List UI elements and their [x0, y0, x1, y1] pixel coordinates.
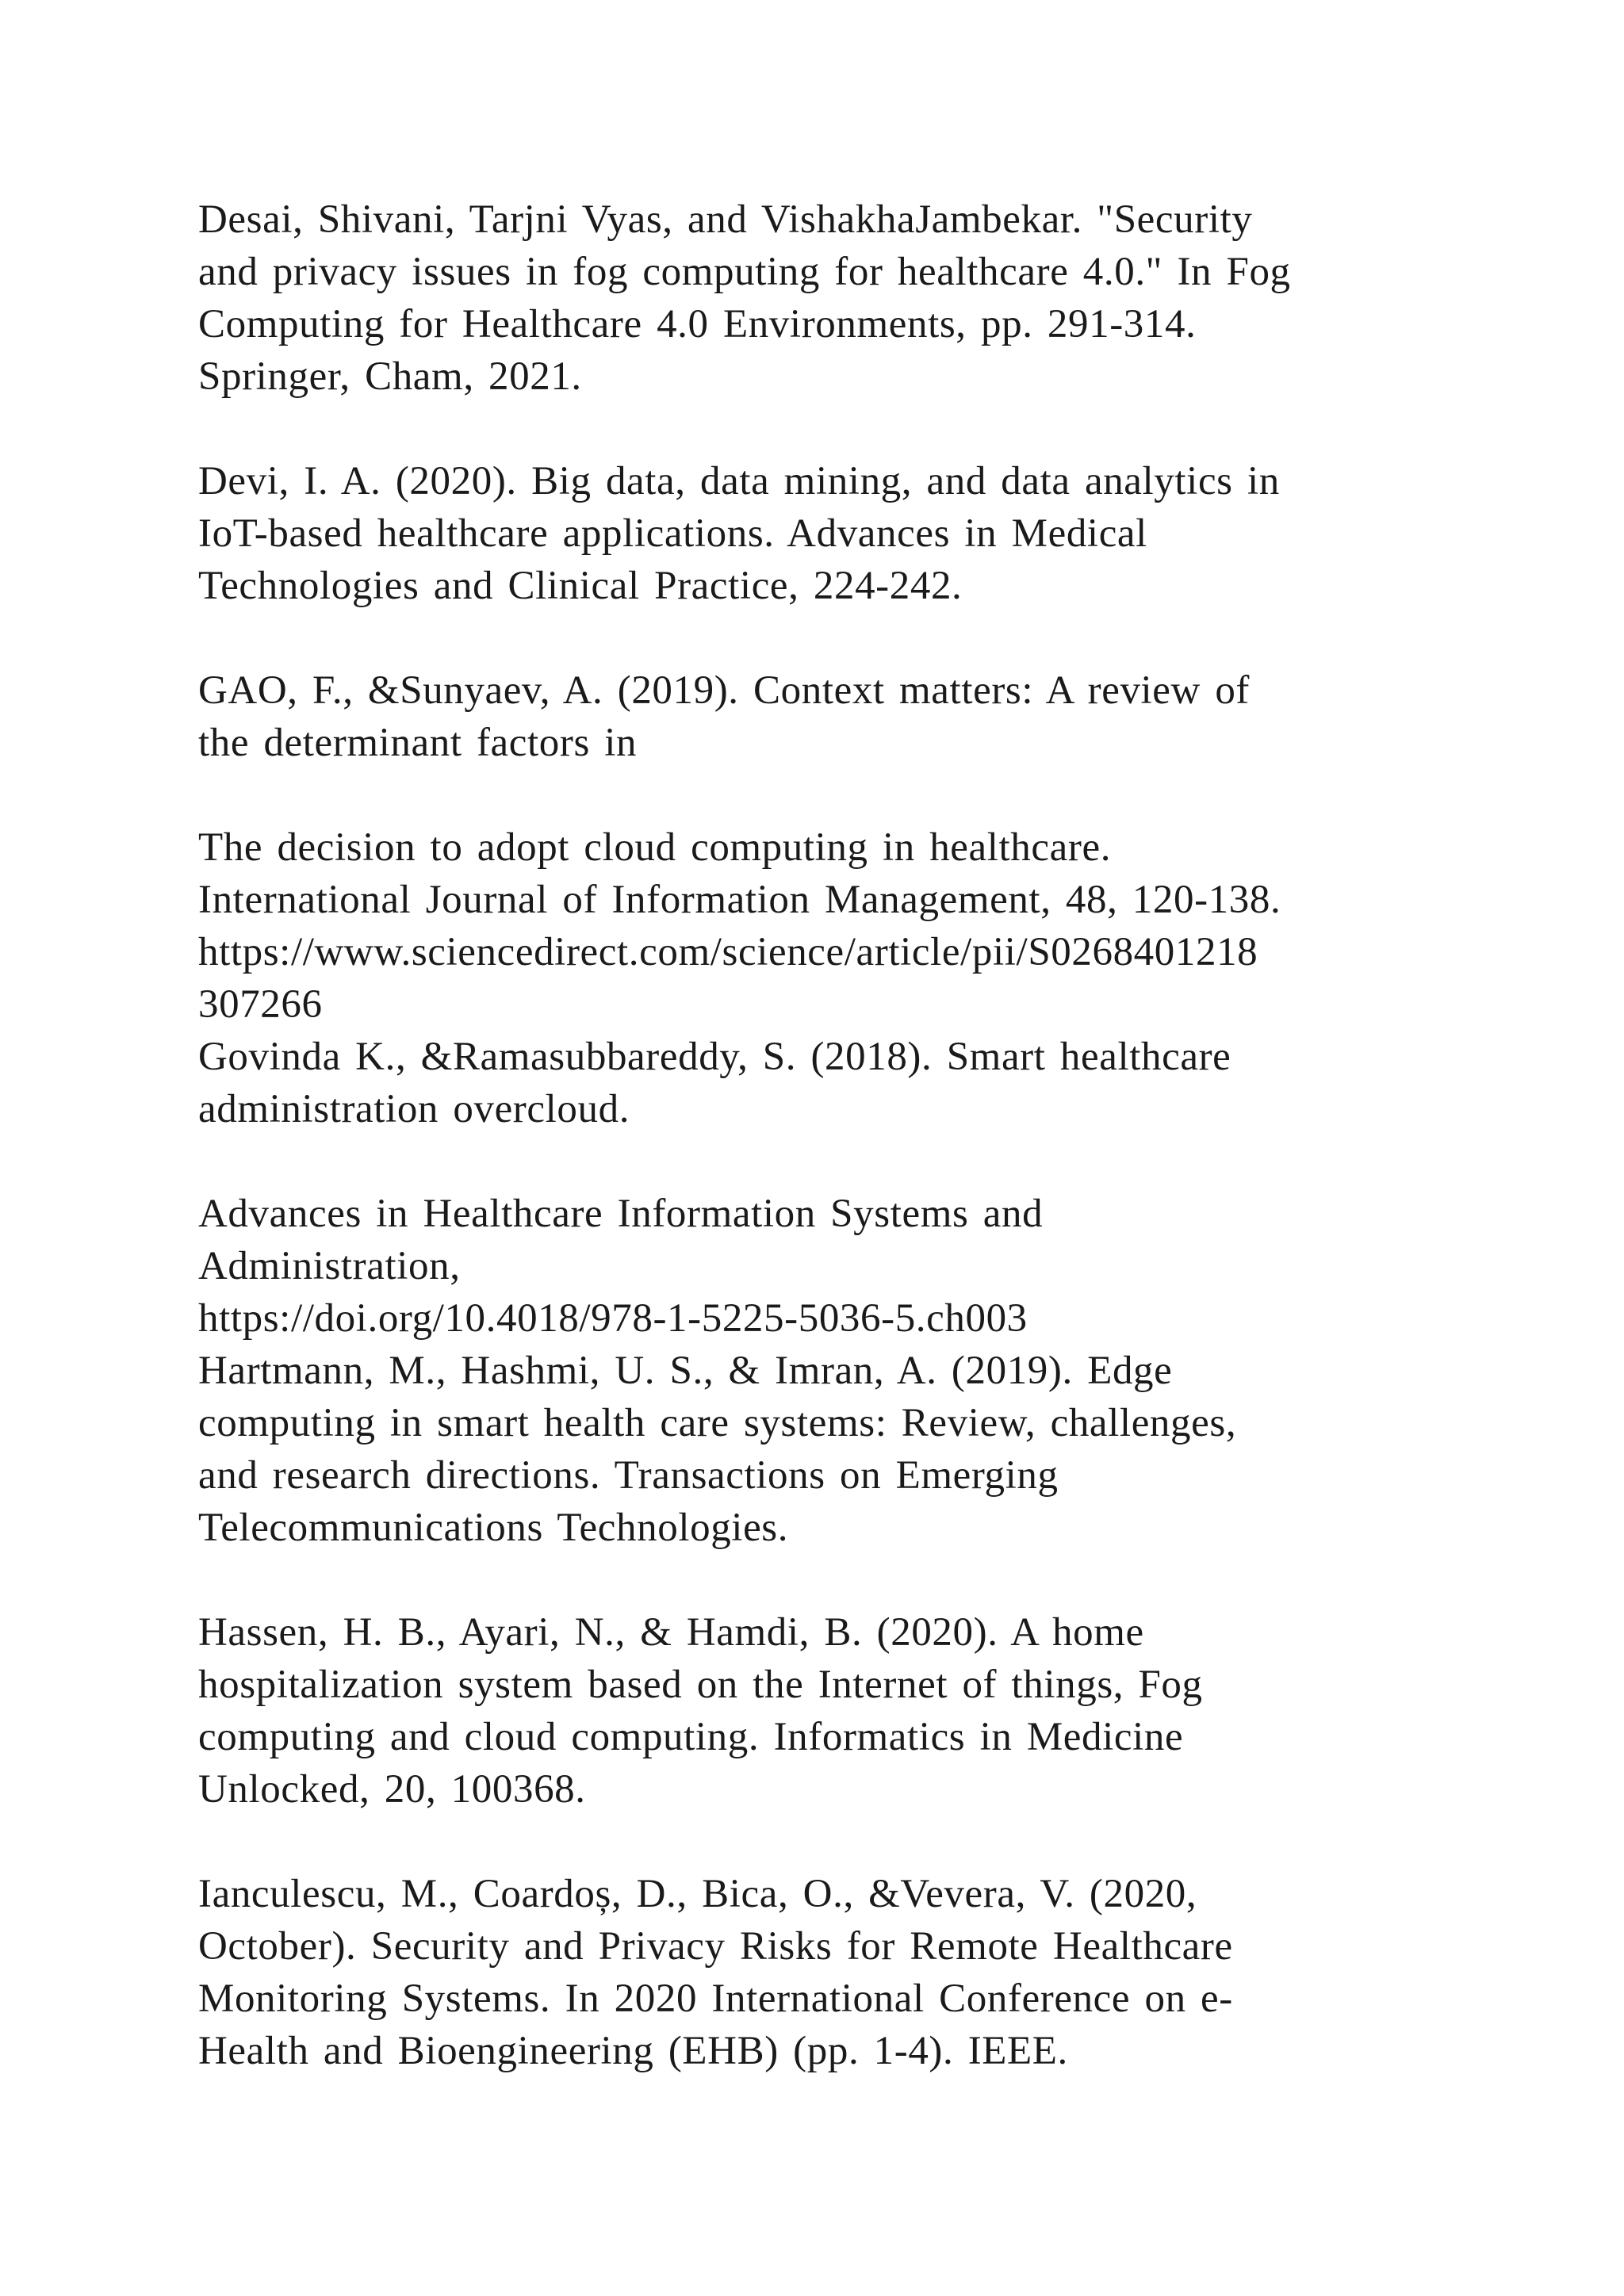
reference-hassen — [198, 1606, 1499, 1816]
reference-gao — [198, 664, 1499, 769]
reference-line: computing and cloud computing. Informatics in Medicine — [198, 1715, 1184, 1759]
reference-line: Ianculescu, M., Coardoș, D., Bica, O., &Vevera, V. (2020, — [198, 1872, 1197, 1916]
reference-line: Telecommunications Technologies. — [198, 1506, 789, 1550]
reference-line: Health and Bioengineering (EHB) (pp. 1-4). IEEE. — [198, 2029, 1068, 2073]
reference-line: Computing for Healthcare 4.0 Environments, pp. 291-314. — [198, 302, 1197, 346]
reference-line: Devi, I. A. (2020). Big data, data mining, and data analytics in — [198, 459, 1280, 503]
reference-line: Technologies and Clinical Practice, 224-242. — [198, 564, 963, 608]
reference-line: computing in smart health care systems: Review, challenges, — [198, 1401, 1237, 1445]
reference-url: 307266 — [198, 982, 323, 1027]
reference-url: https://doi.org/10.4018/978-1-5225-5036-5.ch003 — [198, 1296, 1028, 1341]
reference-line: GAO, F., &Sunyaev, A. (2019). Context matters: A review of — [198, 668, 1251, 713]
reference-line: the determinant factors in — [198, 721, 638, 765]
reference-url: https://www.sciencedirect.com/science/article/pii/S0268401218 — [198, 930, 1258, 974]
reference-line: administration overcloud. — [198, 1087, 630, 1131]
reference-line: Advances in Healthcare Information Systems and — [198, 1192, 1044, 1236]
reference-line: Unlocked, 20, 100368. — [198, 1767, 586, 1812]
reference-line: and privacy issues in fog computing for healthcare 4.0." In Fog — [198, 250, 1291, 294]
reference-line: and research directions. Transactions on Emerging — [198, 1453, 1059, 1498]
reference-devi — [198, 455, 1499, 612]
reference-line: Monitoring Systems. In 2020 International Conference on e- — [198, 1976, 1233, 2021]
reference-line: The decision to adopt cloud computing in healthcare. — [198, 825, 1112, 870]
reference-line: International Journal of Information Management, 48, 120-138. — [198, 878, 1281, 922]
reference-ianculescu — [198, 1868, 1499, 2077]
reference-line: Govinda K., &Ramasubbareddy, S. (2018). Smart healthcare — [198, 1035, 1231, 1079]
reference-list — [198, 193, 1499, 2077]
reference-line: hospitalization system based on the Internet of things, Fog — [198, 1663, 1203, 1707]
reference-line: Hassen, H. B., Ayari, N., & Hamdi, B. (2020). A home — [198, 1610, 1144, 1655]
reference-line: Springer, Cham, 2021. — [198, 354, 582, 399]
reference-gao-continued-govinda — [198, 821, 1499, 1135]
reference-line: October). Security and Privacy Risks for Remote Healthcare — [198, 1924, 1233, 1969]
reference-line: IoT-based healthcare applications. Advances in Medical — [198, 511, 1147, 556]
reference-line: Administration, — [198, 1244, 461, 1288]
reference-desai — [198, 193, 1499, 403]
reference-line: Hartmann, M., Hashmi, U. S., & Imran, A. (2019). Edge — [198, 1349, 1173, 1393]
reference-line: Desai, Shivani, Tarjni Vyas, and VishakhaJambekar. "Security — [198, 197, 1253, 242]
reference-govinda-continued-hartmann — [198, 1188, 1499, 1554]
